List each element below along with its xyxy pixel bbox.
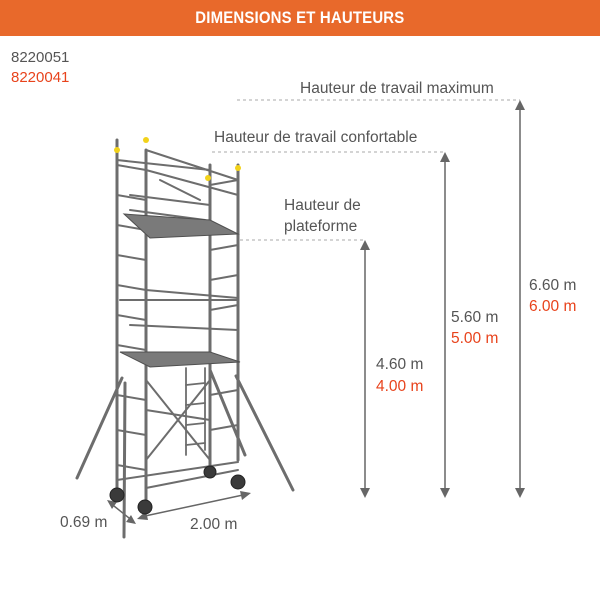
lower-platform <box>120 352 240 367</box>
max-height-secondary: 6.00 m <box>529 298 577 315</box>
platform-height-primary: 4.60 m <box>376 356 424 373</box>
platform-height-secondary: 4.00 m <box>376 378 424 395</box>
max-height-label: Hauteur de travail maximum <box>300 80 494 97</box>
height-arrows <box>360 100 525 498</box>
reference-secondary: 8220041 <box>11 69 70 86</box>
reference-lines <box>212 100 520 240</box>
comfort-height-arrow <box>440 152 450 498</box>
max-height-primary: 6.60 m <box>529 277 577 294</box>
max-height-arrow <box>515 100 525 498</box>
comfort-height-primary: 5.60 m <box>451 309 499 326</box>
upper-platform <box>124 214 238 238</box>
comfort-height-secondary: 5.00 m <box>451 330 499 347</box>
platform-height-arrow <box>360 240 370 498</box>
depth-dimension: 0.69 m <box>60 514 108 531</box>
platforms <box>120 214 240 367</box>
length-dimension: 2.00 m <box>190 516 238 533</box>
comfort-height-label: Hauteur de travail confortable <box>214 129 418 146</box>
platform-height-label-line1: Hauteur de <box>284 197 361 214</box>
reference-primary: 8220051 <box>11 49 70 66</box>
page-title: DIMENSIONS ET HAUTEURS <box>195 8 405 27</box>
depth-arrow <box>107 500 136 524</box>
scaffold-illustration <box>77 140 293 537</box>
platform-height-label-line2: plateforme <box>284 218 358 235</box>
